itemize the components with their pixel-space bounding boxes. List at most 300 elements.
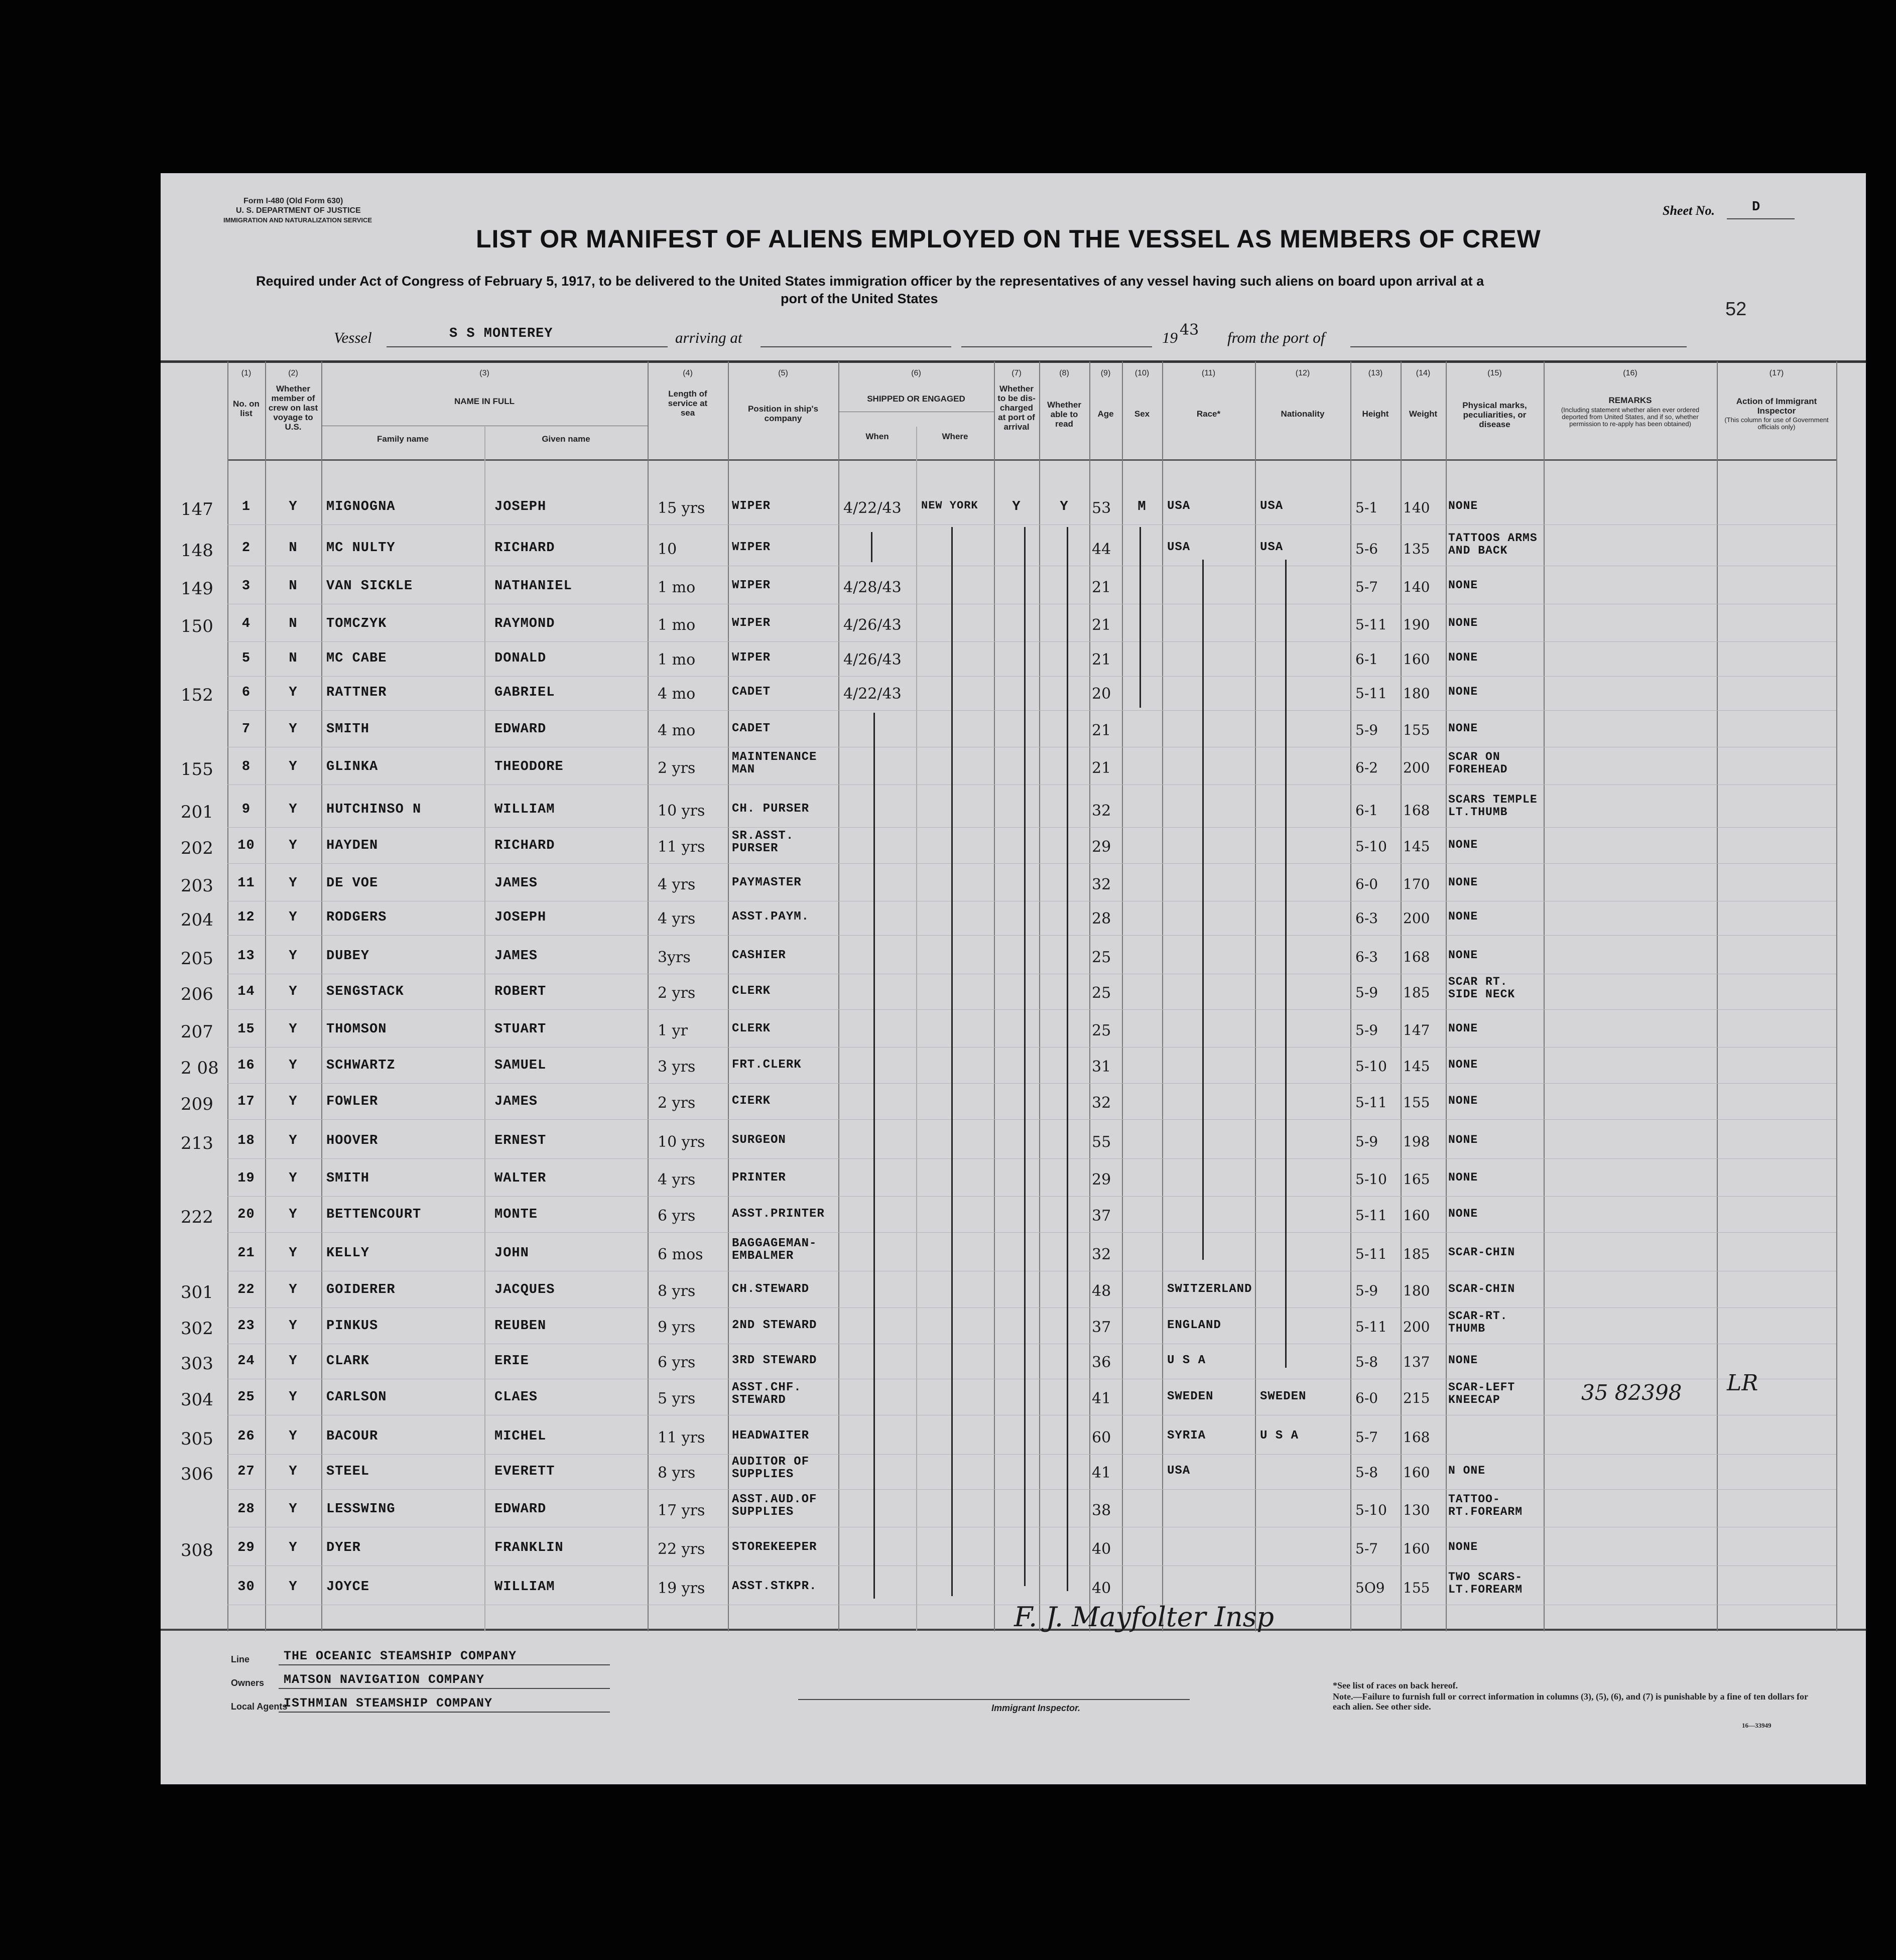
cell-height: 5-9 bbox=[1355, 1022, 1378, 1038]
from-port-underline bbox=[1350, 346, 1687, 347]
cell-service: 15 yrs bbox=[658, 499, 705, 517]
cell-age: 32 bbox=[1092, 1094, 1111, 1112]
cell-height: 5-7 bbox=[1355, 579, 1378, 595]
cell-family: HUTCHINSO N bbox=[326, 802, 422, 817]
sheet-number-underline bbox=[1727, 218, 1795, 219]
column-divider bbox=[1350, 361, 1351, 1631]
cell-no: 13 bbox=[237, 949, 255, 964]
col-header-13: Height bbox=[1362, 409, 1389, 419]
cell-position: HEADWAITER bbox=[732, 1429, 810, 1443]
cell-service: 8 yrs bbox=[658, 1464, 696, 1482]
col-header-15: Physical marks, peculiarities, or disease bbox=[1462, 401, 1527, 429]
cell-when: 4/22/43 bbox=[843, 499, 902, 517]
cell-family: RODGERS bbox=[326, 910, 387, 925]
cell-height: 5-7 bbox=[1355, 1429, 1378, 1446]
cell-weight: 180 bbox=[1403, 1282, 1430, 1299]
column-divider bbox=[1836, 361, 1837, 1631]
row-rule bbox=[227, 676, 1836, 677]
cell-marks: TWO SCARS- LT.FOREARM bbox=[1448, 1571, 1523, 1596]
cell-no: 5 bbox=[241, 651, 251, 666]
table-top-rule bbox=[161, 360, 1866, 363]
cell-race: USA bbox=[1167, 499, 1191, 513]
cell-position: WIPER bbox=[732, 499, 771, 513]
cell-height: 5-10 bbox=[1355, 1502, 1387, 1518]
sheet-number-label: Sheet No. bbox=[1663, 203, 1715, 218]
cell-position: ASST.STKPR. bbox=[732, 1580, 817, 1593]
cell-ann: 204 bbox=[181, 910, 213, 930]
col-num-5: (5) bbox=[778, 369, 788, 377]
cell-given: ROBERT bbox=[494, 984, 547, 999]
cell-no: 17 bbox=[237, 1094, 255, 1109]
cell-crew: N bbox=[289, 616, 298, 631]
cell-marks: TATTOOS ARMS AND BACK bbox=[1448, 532, 1538, 557]
cell-height: 5-11 bbox=[1355, 1319, 1387, 1335]
line-underline bbox=[279, 1664, 610, 1665]
cell-weight: 145 bbox=[1403, 838, 1430, 855]
cell-family: SMITH bbox=[326, 722, 370, 737]
col-header-4: Length of service at sea bbox=[668, 389, 708, 418]
cell-given: SAMUEL bbox=[494, 1058, 547, 1073]
cell-position: ASST.PAYM. bbox=[732, 910, 810, 924]
cell-marks: SCAR ON FOREHEAD bbox=[1448, 750, 1508, 776]
cell-ann: 155 bbox=[181, 759, 213, 779]
inspector-label: Immigrant Inspector. bbox=[991, 1703, 1081, 1713]
cell-crew: Y bbox=[289, 984, 298, 999]
cell-marks: NONE bbox=[1448, 1058, 1478, 1071]
column-divider bbox=[728, 361, 729, 1631]
column-divider bbox=[648, 361, 649, 1631]
cell-height: 5-9 bbox=[1355, 1282, 1378, 1299]
cell-family: BETTENCOURT bbox=[326, 1207, 422, 1222]
cell-height: 5-9 bbox=[1355, 984, 1378, 1001]
cell-given: RICHARD bbox=[494, 838, 555, 853]
cell-marks: NONE bbox=[1448, 876, 1478, 889]
col-num-7: (7) bbox=[1012, 369, 1022, 377]
year-suffix: 43 bbox=[1180, 321, 1199, 339]
cell-height: 5-11 bbox=[1355, 1094, 1387, 1111]
col-header-3: NAME IN FULL bbox=[454, 397, 515, 406]
cell-given: JAMES bbox=[494, 876, 538, 891]
cell-marks: SCAR-LEFT KNEECAP bbox=[1448, 1381, 1515, 1406]
cell-service: 22 yrs bbox=[658, 1540, 705, 1558]
cell-family: GLINKA bbox=[326, 759, 378, 774]
agents-label: Local Agents bbox=[231, 1702, 288, 1712]
cell-no: 4 bbox=[241, 616, 251, 631]
cell-height: 5-11 bbox=[1355, 1207, 1387, 1224]
col-num-4: (4) bbox=[683, 369, 693, 377]
cell-no: 14 bbox=[237, 984, 255, 999]
given-name-header: Given name bbox=[542, 434, 590, 444]
cell-age: 38 bbox=[1092, 1502, 1111, 1519]
cell-when: 4/28/43 bbox=[843, 579, 902, 596]
inspector-signature-line bbox=[798, 1699, 1190, 1700]
cell-height: 6-3 bbox=[1355, 949, 1378, 965]
cell-given: STUART bbox=[494, 1022, 547, 1037]
cell-position: WIPER bbox=[732, 616, 771, 630]
remarks-note: (Including statement whether alien ever ordered deported from United States, and if so, whether permission to re-apply has been obtained) bbox=[1561, 406, 1700, 428]
cell-height: 5-10 bbox=[1355, 1171, 1387, 1188]
row-rule bbox=[227, 1158, 1836, 1159]
cell-ann: 306 bbox=[181, 1464, 213, 1484]
cell-family: FOWLER bbox=[326, 1094, 378, 1109]
cell-crew: Y bbox=[289, 1133, 298, 1148]
cell-given: NATHANIEL bbox=[494, 579, 572, 594]
cell-marks: NONE bbox=[1448, 1133, 1478, 1146]
cell-nat: USA bbox=[1260, 499, 1284, 513]
arriving-at-label: arriving at bbox=[675, 329, 742, 346]
shipped-split-line bbox=[916, 427, 917, 1631]
from-port-label: from the port of bbox=[1227, 329, 1325, 346]
cell-service: 6 yrs bbox=[658, 1354, 696, 1371]
cell-height: 5-10 bbox=[1355, 838, 1387, 855]
cell-weight: 168 bbox=[1403, 949, 1430, 965]
cell-weight: 168 bbox=[1403, 802, 1430, 819]
cell-position: AUDITOR OF SUPPLIES bbox=[732, 1455, 810, 1481]
cell-nat: USA bbox=[1260, 541, 1284, 554]
cell-given: CLAES bbox=[494, 1390, 538, 1405]
cell-given: WILLIAM bbox=[494, 1580, 555, 1595]
cell-position: CH. PURSER bbox=[732, 802, 810, 816]
cell-height: 5-11 bbox=[1355, 616, 1387, 633]
cell-given: DONALD bbox=[494, 651, 547, 666]
cell-age: 29 bbox=[1092, 838, 1111, 856]
ditto-stroke bbox=[951, 527, 953, 1596]
owners-value: MATSON NAVIGATION COMPANY bbox=[284, 1672, 485, 1687]
ditto-stroke bbox=[1202, 560, 1204, 1260]
col-num-1: (1) bbox=[241, 369, 251, 377]
cell-sex: M bbox=[1137, 499, 1147, 514]
vessel-underline bbox=[387, 346, 668, 347]
cell-ann: 207 bbox=[181, 1022, 213, 1042]
cell-crew: Y bbox=[289, 1429, 298, 1444]
cell-weight: 155 bbox=[1403, 722, 1430, 738]
cell-service: 10 bbox=[658, 541, 677, 558]
cell-no: 11 bbox=[237, 876, 255, 891]
cell-no: 10 bbox=[237, 838, 255, 853]
cell-weight: 185 bbox=[1403, 984, 1430, 1001]
cell-position: PAYMASTER bbox=[732, 876, 802, 889]
cell-weight: 198 bbox=[1403, 1133, 1430, 1150]
date-underline bbox=[961, 346, 1152, 347]
cell-marks: NONE bbox=[1448, 1540, 1478, 1553]
cell-position: FRT.CLERK bbox=[732, 1058, 802, 1072]
col-header-12: Nationality bbox=[1281, 409, 1325, 419]
cell-marks: TATTOO- RT.FOREARM bbox=[1448, 1493, 1523, 1518]
cell-crew: Y bbox=[289, 1502, 298, 1517]
cell-given: JAMES bbox=[494, 949, 538, 964]
form-number: Form I-480 (Old Form 630) bbox=[243, 197, 343, 205]
cell-weight: 145 bbox=[1403, 1058, 1430, 1075]
cell-family: PINKUS bbox=[326, 1319, 378, 1334]
cell-service: 1 mo bbox=[658, 579, 696, 596]
row-rule bbox=[227, 1232, 1836, 1233]
cell-height: 6-0 bbox=[1355, 876, 1378, 892]
cell-crew: Y bbox=[289, 1282, 298, 1297]
cell-service: 11 yrs bbox=[658, 838, 705, 856]
cell-no: 7 bbox=[241, 722, 251, 737]
cell-marks: SCAR-RT. THUMB bbox=[1448, 1310, 1508, 1335]
cell-crew: Y bbox=[289, 1171, 298, 1186]
cell-position: ASST.PRINTER bbox=[732, 1207, 825, 1221]
cell-given: REUBEN bbox=[494, 1319, 547, 1334]
cell-ann: 222 bbox=[181, 1207, 213, 1227]
cell-marks: NONE bbox=[1448, 1171, 1478, 1184]
cell-when: 4/26/43 bbox=[843, 651, 902, 669]
row-rule bbox=[227, 935, 1836, 936]
cell-height: 6-1 bbox=[1355, 802, 1378, 819]
column-divider bbox=[321, 361, 322, 1631]
cell-no: 28 bbox=[237, 1502, 255, 1517]
cell-where: NEW YORK bbox=[921, 499, 978, 512]
cell-given: JOSEPH bbox=[494, 910, 547, 925]
cell-no: 9 bbox=[241, 802, 251, 817]
cell-service: 1 mo bbox=[658, 651, 696, 669]
col-header-7: Whether to be dis-charged at port of arrival bbox=[997, 384, 1036, 432]
col-num-13: (13) bbox=[1368, 369, 1383, 377]
cell-ann: 149 bbox=[181, 579, 213, 599]
cell-ann: 201 bbox=[181, 802, 213, 822]
cell-position: PRINTER bbox=[732, 1171, 786, 1185]
col-num-15: (15) bbox=[1487, 369, 1502, 377]
cell-marks: NONE bbox=[1448, 685, 1478, 698]
ditto-stroke bbox=[1140, 527, 1141, 708]
cell-given: JACQUES bbox=[494, 1282, 555, 1297]
col-header-6: SHIPPED OR ENGAGED bbox=[867, 394, 965, 404]
cell-read: Y bbox=[1060, 499, 1069, 514]
column-divider bbox=[1039, 361, 1040, 1631]
column-divider bbox=[1255, 361, 1256, 1631]
cell-position: CASHIER bbox=[732, 949, 786, 962]
cell-marks: SCAR-CHIN bbox=[1448, 1246, 1515, 1259]
cell-service: 19 yrs bbox=[658, 1580, 705, 1597]
cell-service: 6 yrs bbox=[658, 1207, 696, 1225]
cell-service: 11 yrs bbox=[658, 1429, 705, 1447]
owners-underline bbox=[279, 1688, 610, 1689]
cell-crew: Y bbox=[289, 759, 298, 774]
cell-crew: Y bbox=[289, 1540, 298, 1555]
cell-no: 24 bbox=[237, 1354, 255, 1369]
cell-family: DE VOE bbox=[326, 876, 378, 891]
cell-height: 5-8 bbox=[1355, 1464, 1378, 1481]
col-num-9: (9) bbox=[1100, 369, 1111, 377]
cell-family: TOMCZYK bbox=[326, 616, 387, 631]
row-rule bbox=[227, 863, 1836, 864]
cell-ann: 202 bbox=[181, 838, 213, 858]
cell-family: STEEL bbox=[326, 1464, 370, 1479]
line-label: Line bbox=[231, 1654, 250, 1664]
page-number: 52 bbox=[1725, 299, 1747, 320]
cell-position: WIPER bbox=[732, 651, 771, 665]
cell-no: 23 bbox=[237, 1319, 255, 1334]
cell-crew: Y bbox=[289, 1207, 298, 1222]
cell-marks: NONE bbox=[1448, 1022, 1478, 1035]
cell-height: 5-6 bbox=[1355, 541, 1378, 557]
col-num-11: (11) bbox=[1201, 369, 1216, 377]
cell-weight: 200 bbox=[1403, 1319, 1430, 1335]
cell-no: 1 bbox=[241, 499, 251, 514]
cell-given: JAMES bbox=[494, 1094, 538, 1109]
cell-family: HAYDEN bbox=[326, 838, 378, 853]
cell-service: 10 yrs bbox=[658, 1133, 705, 1151]
cell-family: DYER bbox=[326, 1540, 361, 1555]
cell-ann: 148 bbox=[181, 541, 213, 561]
cell-height: 6-2 bbox=[1355, 759, 1378, 776]
cell-weight: 160 bbox=[1403, 1540, 1430, 1557]
cell-age: 25 bbox=[1092, 1022, 1111, 1039]
cell-position: SR.ASST. PURSER bbox=[732, 829, 794, 855]
arriving-underline bbox=[761, 346, 951, 347]
col-header-17: Action of Immigrant Inspector bbox=[1736, 397, 1817, 416]
cell-when: 4/22/43 bbox=[843, 685, 902, 703]
cell-weight: 200 bbox=[1403, 759, 1430, 776]
cell-service: 10 yrs bbox=[658, 802, 705, 820]
cell-position: 3RD STEWARD bbox=[732, 1354, 817, 1367]
cell-service: 4 mo bbox=[658, 722, 696, 739]
cell-age: 41 bbox=[1092, 1390, 1111, 1407]
cell-no: 6 bbox=[241, 685, 251, 700]
cell-given: JOHN bbox=[494, 1246, 529, 1261]
cell-given: MONTE bbox=[494, 1207, 538, 1222]
inspector-signature: F. J. Mayfolter Insp bbox=[1014, 1601, 1274, 1633]
cell-age: 32 bbox=[1092, 1246, 1111, 1263]
cell-given: EVERETT bbox=[494, 1464, 555, 1479]
cell-weight: 185 bbox=[1403, 1246, 1430, 1262]
races-note: *See list of races on back hereof. bbox=[1333, 1680, 1458, 1690]
agents-underline bbox=[279, 1712, 610, 1713]
cell-age: 21 bbox=[1092, 579, 1111, 596]
cell-height: 5-11 bbox=[1355, 685, 1387, 702]
cell-family: THOMSON bbox=[326, 1022, 387, 1037]
column-divider bbox=[1401, 361, 1402, 1631]
cell-service: 1 mo bbox=[658, 616, 696, 634]
cell-position: WIPER bbox=[732, 541, 771, 554]
cell-age: 21 bbox=[1092, 651, 1111, 669]
cell-given: WILLIAM bbox=[494, 802, 555, 817]
cell-no: 8 bbox=[241, 759, 251, 774]
col-num-3: (3) bbox=[479, 369, 489, 377]
col-header-14: Weight bbox=[1409, 409, 1438, 419]
cell-family: JOYCE bbox=[326, 1580, 370, 1595]
cell-age: 29 bbox=[1092, 1171, 1111, 1189]
cell-service: 4 mo bbox=[658, 685, 696, 703]
cell-age: 53 bbox=[1092, 499, 1111, 517]
cell-ann: 209 bbox=[181, 1094, 213, 1114]
cell-marks: SCAR-CHIN bbox=[1448, 1282, 1515, 1295]
cell-race: SWEDEN bbox=[1167, 1390, 1214, 1403]
cell-given: WALTER bbox=[494, 1171, 547, 1186]
row-rule bbox=[227, 1489, 1836, 1490]
col-num-12: (12) bbox=[1295, 369, 1310, 377]
cell-weight: 140 bbox=[1403, 579, 1430, 595]
cell-family: SMITH bbox=[326, 1171, 370, 1186]
cell-height: 5O9 bbox=[1355, 1580, 1385, 1596]
cell-no: 22 bbox=[237, 1282, 255, 1297]
cell-no: 16 bbox=[237, 1058, 255, 1073]
cell-crew: Y bbox=[289, 499, 298, 514]
column-divider bbox=[1717, 361, 1718, 1631]
cell-crew: Y bbox=[289, 1580, 298, 1595]
year-prefix: 19 bbox=[1162, 329, 1178, 346]
cell-race: SWITZERLAND bbox=[1167, 1282, 1252, 1296]
cell-weight: 160 bbox=[1403, 651, 1430, 668]
cell-height: 6-0 bbox=[1355, 1390, 1378, 1406]
owners-label: Owners bbox=[231, 1678, 265, 1688]
cell-position: MAINTENANCE MAN bbox=[732, 750, 817, 776]
cell-family: SCHWARTZ bbox=[326, 1058, 396, 1073]
cell-service: 2 yrs bbox=[658, 1094, 696, 1112]
cell-age: 60 bbox=[1092, 1429, 1111, 1447]
col-header-1: No. on list bbox=[233, 399, 260, 418]
cell-service: 4 yrs bbox=[658, 876, 696, 893]
cell-given: ERNEST bbox=[494, 1133, 547, 1148]
cell-age: 55 bbox=[1092, 1133, 1111, 1151]
cell-family: MC NULTY bbox=[326, 541, 396, 556]
cell-service: 5 yrs bbox=[658, 1390, 696, 1407]
cell-marks: NONE bbox=[1448, 651, 1478, 664]
cell-marks: NONE bbox=[1448, 1354, 1478, 1367]
cell-weight: 135 bbox=[1403, 541, 1430, 557]
document-subtitle-1: Required under Act of Congress of February 5, 1917, to be delivered to the United States immigration officer by the representatives of any vessel having such aliens on board upon arrival at a bbox=[256, 274, 1484, 289]
cell-no: 26 bbox=[237, 1429, 255, 1444]
cell-service: 1 yr bbox=[658, 1022, 688, 1039]
cell-service: 2 yrs bbox=[658, 759, 696, 777]
vessel-name: S S MONTEREY bbox=[449, 326, 553, 341]
cell-service: 4 yrs bbox=[658, 910, 696, 928]
where-header: Where bbox=[942, 432, 968, 441]
cell-when: 4/26/43 bbox=[843, 616, 902, 634]
cell-weight: 140 bbox=[1403, 499, 1430, 516]
column-divider bbox=[1162, 361, 1163, 1631]
cell-position: CLERK bbox=[732, 1022, 771, 1035]
cell-no: 19 bbox=[237, 1171, 255, 1186]
cell-family: BACOUR bbox=[326, 1429, 378, 1444]
cell-crew: Y bbox=[289, 1058, 298, 1073]
column-divider bbox=[1122, 361, 1123, 1631]
col-num-14: (14) bbox=[1416, 369, 1431, 377]
cell-age: 21 bbox=[1092, 759, 1111, 777]
cell-height: 5-9 bbox=[1355, 722, 1378, 738]
penalty-note: Note.—Failure to furnish full or correct information in columns (3), (5), (6), and (7) is punishable by a fine of ten dollars for each alien. See other side. bbox=[1333, 1691, 1808, 1712]
cell-given: MICHEL bbox=[494, 1429, 547, 1444]
cell-crew: N bbox=[289, 651, 298, 666]
cell-age: 32 bbox=[1092, 876, 1111, 893]
col-header-9: Age bbox=[1097, 409, 1114, 419]
cell-no: 15 bbox=[237, 1022, 255, 1037]
cell-ann: 304 bbox=[181, 1390, 213, 1410]
cell-position: BAGGAGEMAN- EMBALMER bbox=[732, 1237, 817, 1263]
cell-height: 5-11 bbox=[1355, 1246, 1387, 1262]
cell-family: CARLSON bbox=[326, 1390, 387, 1405]
cell-ann: 147 bbox=[181, 499, 213, 519]
cell-age: 36 bbox=[1092, 1354, 1111, 1371]
cell-crew: Y bbox=[289, 1354, 298, 1369]
cell-crew: Y bbox=[289, 876, 298, 891]
ditto-stroke bbox=[871, 532, 872, 562]
col-num-10: (10) bbox=[1134, 369, 1150, 377]
cell-service: 4 yrs bbox=[658, 1171, 696, 1189]
cell-crew: Y bbox=[289, 802, 298, 817]
cell-crew: Y bbox=[289, 685, 298, 700]
cell-family: RATTNER bbox=[326, 685, 387, 700]
cell-service: 3 yrs bbox=[658, 1058, 696, 1076]
inspector-note: (This column for use of Government officials only) bbox=[1724, 416, 1829, 431]
row-rule bbox=[227, 1009, 1836, 1010]
column-divider bbox=[1089, 361, 1090, 1631]
cell-age: 21 bbox=[1092, 722, 1111, 739]
cell-no: 3 bbox=[241, 579, 251, 594]
ditto-stroke bbox=[1067, 527, 1068, 1591]
row-rule bbox=[227, 1083, 1836, 1084]
